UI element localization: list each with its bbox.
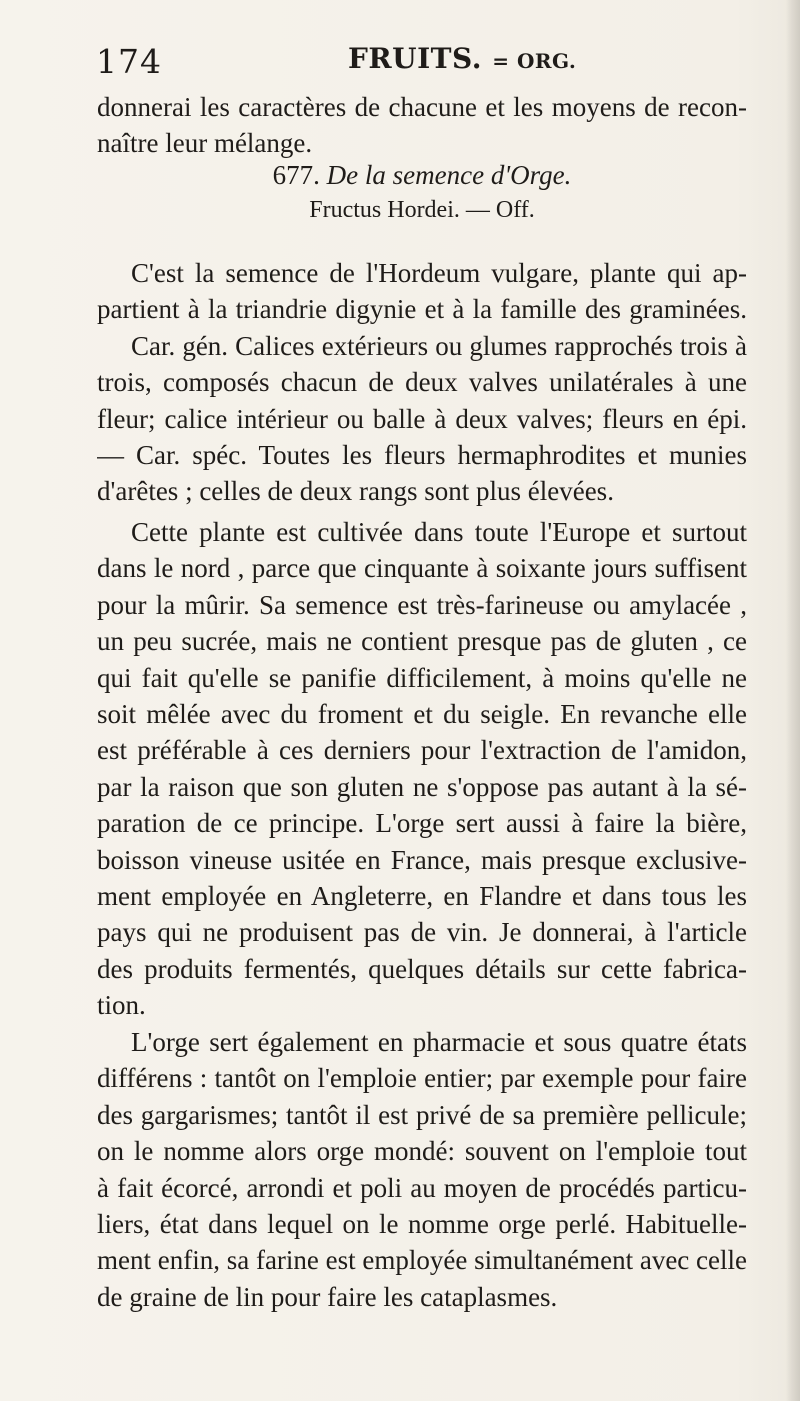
text-line: ment enfin, sa farine est employée simultanément avec celle xyxy=(97,1245,747,1276)
text-line: trois, composés chacun de deux valves unilatérales à une xyxy=(97,367,747,398)
paragraph-1 xyxy=(97,255,747,510)
text-line: donnerai les caractères de chacune et les moyens de recon- xyxy=(97,92,747,122)
text-line: des gargarismes; tantôt il est privé de sa première pellicule; xyxy=(97,1099,747,1130)
text-line: ment employée en Angleterre, en Flandre et dans tous les xyxy=(97,880,747,911)
text-line: on le nomme alors orge mondé: souvent on l'emploie tout xyxy=(97,1136,747,1167)
text-line: des produits fermentés, quelques détails sur cette fabrica- xyxy=(97,953,747,984)
text-line: boisson vineuse usitée en France, mais presque exclusive- xyxy=(97,844,747,875)
text-line: tion. xyxy=(97,990,146,1021)
text-line: soit mêlée avec du froment et du seigle. En revanche elle xyxy=(97,698,747,729)
page-header xyxy=(96,42,736,88)
running-title: FRUITS. xyxy=(348,42,482,75)
section-heading xyxy=(97,160,747,191)
text-line: paration de ce principe. L'orge sert aussi à faire la bière, xyxy=(97,808,747,839)
text-line: L'orge sert également en pharmacie et sous quatre états xyxy=(131,1027,747,1057)
intro-paragraph xyxy=(97,89,747,162)
section-latin-name: Fructus Hordei. — Off. xyxy=(309,197,535,223)
text-line: qui fait qu'elle se panifie difficilement, à moins qu'elle ne xyxy=(97,662,747,693)
text-line: C'est la semence de l'Hordeum vulgare, plante qui ap- xyxy=(131,258,747,288)
text-line: partient à la triandrie digynie et à la famille des graminées. xyxy=(97,294,747,325)
paragraph-3 xyxy=(97,1024,747,1315)
text-line: est préférable à ces derniers pour l'extraction de l'amidon, xyxy=(97,735,747,766)
section-number: 677. xyxy=(272,160,320,190)
text-line: pour la mûrir. Sa semence est très-farineuse ou amylacée , xyxy=(97,589,747,620)
text-line: Cette plante est cultivée dans toute l'Europe et surtout xyxy=(131,517,747,547)
page-edge-shadow xyxy=(786,0,800,1401)
running-suffix: = ORG. xyxy=(492,49,577,73)
text-line: fleur; calice intérieur ou balle à deux valves; fleurs en épi. xyxy=(97,403,747,434)
text-line: dans le nord , parce que cinquante à soixante jours suffisent xyxy=(97,553,747,584)
text-line: d'arêtes ; celles de deux rangs sont plus élevées. xyxy=(97,476,614,507)
text-line: de graine de lin pour faire les cataplasmes. xyxy=(97,1281,558,1312)
running-head xyxy=(348,42,576,75)
text-line: par la raison que son gluten ne s'oppose pas autant à la sé- xyxy=(97,771,747,802)
text-line: liers, état dans lequel on le nomme orge perlé. Habituelle- xyxy=(97,1208,747,1239)
page-number: 174 xyxy=(96,42,162,81)
text-line: — Car. spéc. Toutes les fleurs hermaphrodites et munies xyxy=(97,439,747,470)
section-title: De la semence d'Orge. xyxy=(326,160,572,190)
paragraph-2 xyxy=(97,514,747,1023)
text-line: pays qui ne produisent pas de vin. Je donnerai, à l'article xyxy=(97,917,747,948)
text-line: naître leur mélange. xyxy=(97,128,313,159)
text-line: Car. gén. Calices extérieurs ou glumes rapprochés trois à xyxy=(131,330,747,361)
text-line: un peu sucrée, mais ne contient presque pas de gluten , ce xyxy=(97,626,747,657)
text-line: à fait écorcé, arrondi et poli au moyen de procédés particu- xyxy=(97,1172,747,1203)
text-line: différens : tantôt on l'emploie entier; par exemple pour faire xyxy=(97,1063,747,1094)
